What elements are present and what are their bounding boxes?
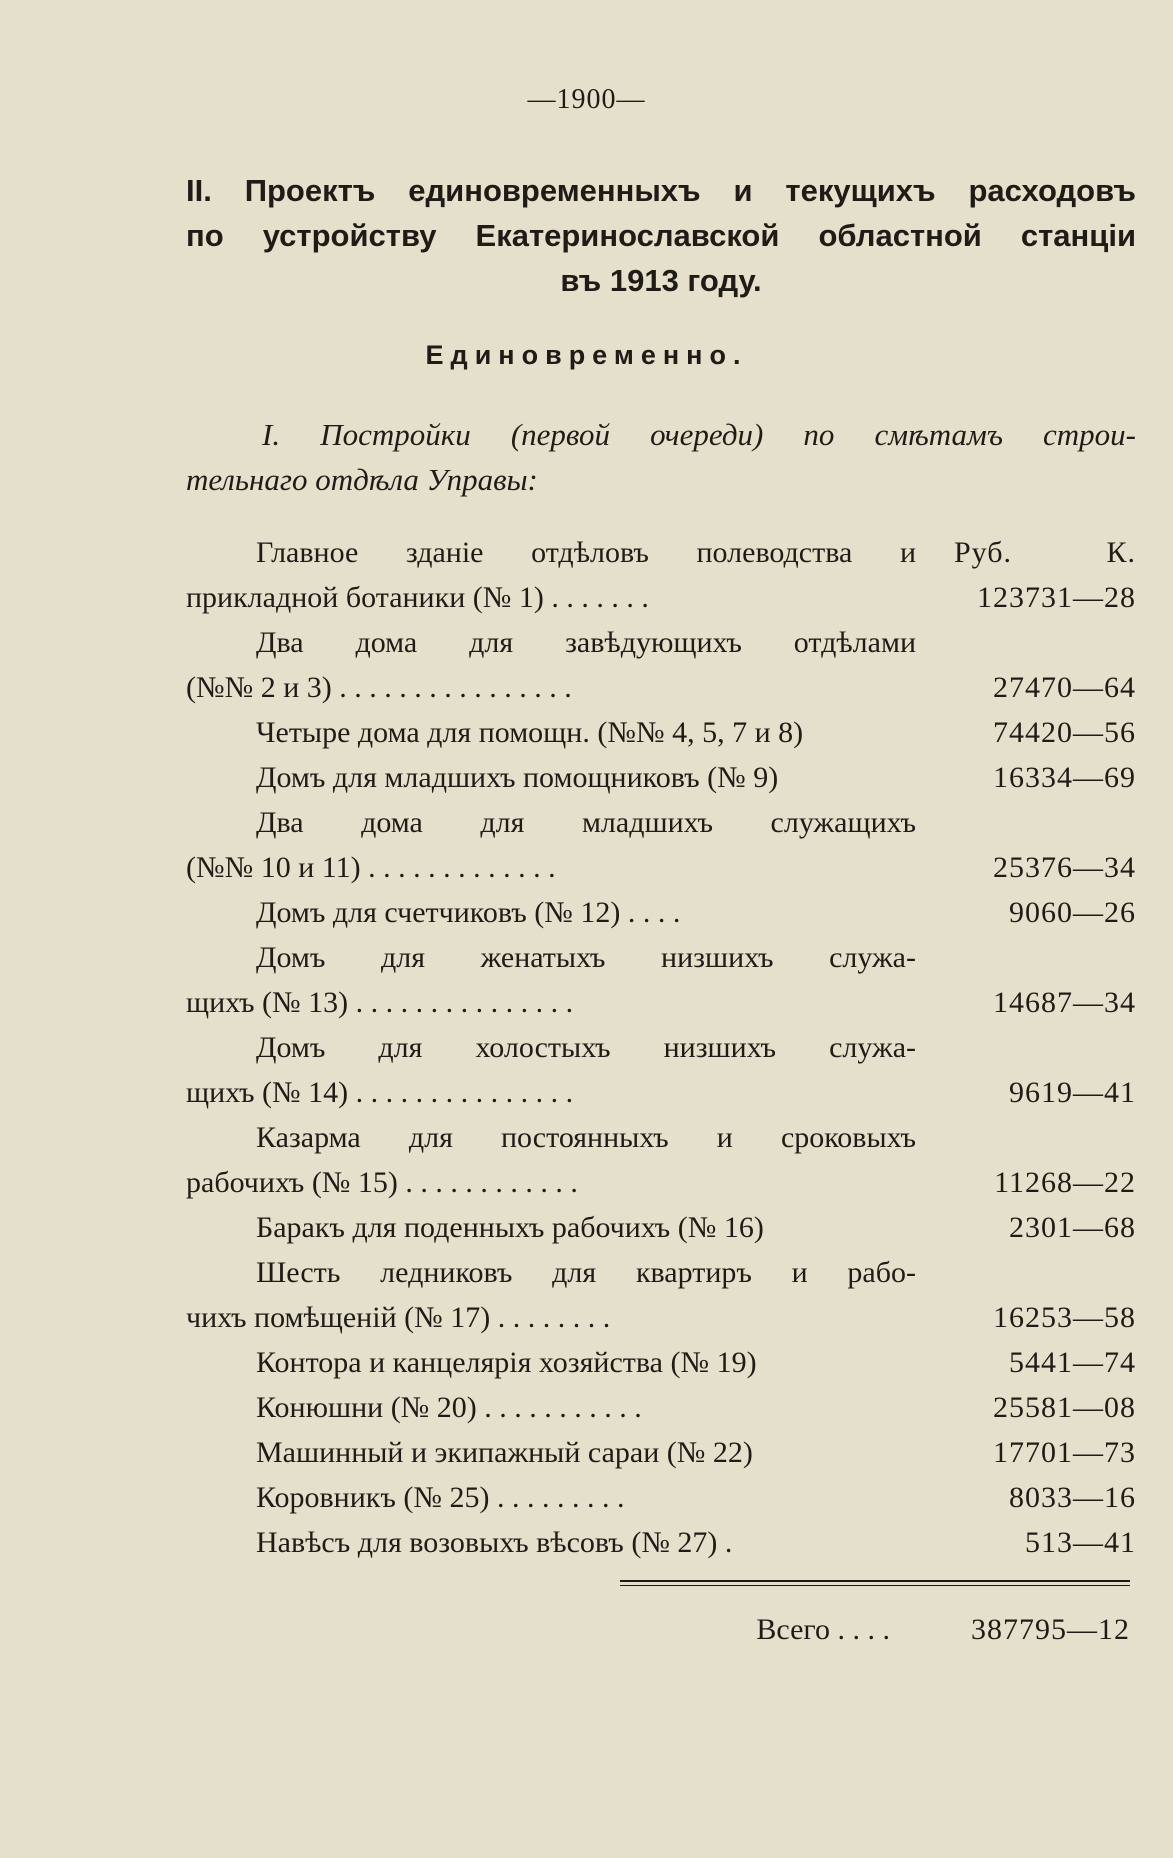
title-line-2: по устройству Екатеринославской областной станціи xyxy=(186,218,1136,253)
total-amount: 387795—12 xyxy=(971,1613,1130,1646)
item-amount: 16334—69 xyxy=(993,761,1136,794)
column-header-kop: К. xyxy=(1106,536,1136,569)
table-row xyxy=(186,1115,1136,1160)
table-row xyxy=(186,1475,1136,1520)
total-row xyxy=(620,1607,1130,1652)
item-label: Конюшни (№ 20) . . . . . . . . . . . xyxy=(256,1391,642,1424)
table-row xyxy=(186,1025,1136,1070)
item-label: Баракъ для поденныхъ рабочихъ (№ 16) xyxy=(256,1211,764,1244)
item-label: Коровникъ (№ 25) . . . . . . . . . xyxy=(256,1481,625,1514)
section-heading xyxy=(186,412,1136,502)
item-amount: 17701—73 xyxy=(993,1436,1136,1469)
amount-spacer xyxy=(916,620,1136,665)
amount-spacer xyxy=(916,1250,1136,1295)
table-row xyxy=(186,1160,1136,1205)
item-label: Два дома для завѣдующихъ отдѣлами xyxy=(256,626,916,659)
item-label-continued: (№№ 10 и 11) . . . . . . . . . . . . . xyxy=(186,851,556,884)
table-row xyxy=(186,665,1136,710)
item-amount: 8033—16 xyxy=(1009,1481,1136,1514)
item-label: Домъ для счетчиковъ (№ 12) . . . . xyxy=(256,896,681,929)
item-amount: 27470—64 xyxy=(993,671,1136,704)
table-row xyxy=(186,980,1136,1025)
item-amount: 513—41 xyxy=(1025,1526,1136,1559)
table-row xyxy=(186,710,1136,755)
item-amount: 11268—22 xyxy=(994,1166,1136,1199)
item-label: Контора и канцелярія хозяйства (№ 19) xyxy=(256,1346,757,1379)
item-label-continued: щихъ (№ 13) . . . . . . . . . . . . . . . xyxy=(186,986,574,1019)
item-label: Два дома для младшихъ служащихъ xyxy=(256,806,916,839)
item-label: Навѣсъ для возовыхъ вѣсовъ (№ 27) . xyxy=(256,1526,733,1559)
table-row xyxy=(186,620,1136,665)
item-label-continued: щихъ (№ 14) . . . . . . . . . . . . . . . xyxy=(186,1076,574,1109)
item-label: Машинный и экипажный сараи (№ 22) xyxy=(256,1436,753,1469)
amount-spacer xyxy=(916,935,1136,980)
table-row xyxy=(186,755,1136,800)
item-amount: 25581—08 xyxy=(993,1391,1136,1424)
item-label-continued: чихъ помѣщеній (№ 17) . . . . . . . . xyxy=(186,1301,611,1334)
item-amount: 2301—68 xyxy=(1009,1211,1136,1244)
table-row xyxy=(186,800,1136,845)
table-row xyxy=(186,1205,1136,1250)
item-label-continued: рабочихъ (№ 15) . . . . . . . . . . . . xyxy=(186,1166,578,1199)
item-label: Домъ для младшихъ помощниковъ (№ 9) xyxy=(256,761,779,794)
amount-spacer xyxy=(916,800,1136,845)
title-line-1: II. Проектъ единовременныхъ и текущихъ расходовъ xyxy=(186,173,1136,208)
column-headers xyxy=(916,530,1136,575)
section-line-2: тельнаго отдѣла Управы: xyxy=(186,462,538,497)
item-label: Домъ для женатыхъ низшихъ служа- xyxy=(256,941,916,974)
item-amount: 5441—74 xyxy=(1009,1346,1136,1379)
subtitle: Единовременно. xyxy=(425,340,748,370)
item-amount: 25376—34 xyxy=(993,851,1136,884)
item-label: Казарма для постоянныхъ и сроковыхъ xyxy=(256,1121,916,1154)
table-row xyxy=(186,1385,1136,1430)
section-line-1: I. Постройки (первой очереди) по смѣтамъ строи- xyxy=(262,417,1136,452)
table-row xyxy=(186,1250,1136,1295)
table-row xyxy=(186,890,1136,935)
total-label: Всего . . . . xyxy=(756,1613,890,1646)
table-row xyxy=(186,1430,1136,1475)
table-row xyxy=(186,1070,1136,1115)
title-line-3: въ 1913 году. xyxy=(560,263,762,298)
document-title xyxy=(186,168,1136,303)
item-amount: 9060—26 xyxy=(1009,896,1136,929)
item-amount: 16253—58 xyxy=(993,1301,1136,1334)
item-label: Главное зданіе отдѣловъ полеводства и xyxy=(256,536,916,569)
table-row xyxy=(186,530,1136,575)
table-row xyxy=(186,1340,1136,1385)
item-label: Четыре дома для помощн. (№№ 4, 5, 7 и 8) xyxy=(256,716,804,749)
table-row xyxy=(186,575,1136,620)
amount-spacer xyxy=(916,1115,1136,1160)
total-rule xyxy=(620,1580,1130,1586)
item-label: Шесть ледниковъ для квартиръ и рабо- xyxy=(256,1256,916,1289)
table-row xyxy=(186,1520,1136,1565)
amount-spacer xyxy=(916,1025,1136,1070)
item-amount: 123731—28 xyxy=(977,581,1136,614)
expense-table xyxy=(186,530,1136,1565)
item-amount: 14687—34 xyxy=(993,986,1136,1019)
item-label-continued: (№№ 2 и 3) . . . . . . . . . . . . . . . . xyxy=(186,671,572,704)
table-row xyxy=(186,845,1136,890)
item-amount: 74420—56 xyxy=(993,716,1136,749)
column-header-rub: Руб. xyxy=(954,536,1013,569)
item-label: Домъ для холостыхъ низшихъ служа- xyxy=(256,1031,916,1064)
table-row xyxy=(186,935,1136,980)
item-label-continued: прикладной ботаники (№ 1) . . . . . . . xyxy=(186,581,649,614)
table-row xyxy=(186,1295,1136,1340)
item-amount: 9619—41 xyxy=(1009,1076,1136,1109)
page-number: —1900— xyxy=(527,84,646,115)
